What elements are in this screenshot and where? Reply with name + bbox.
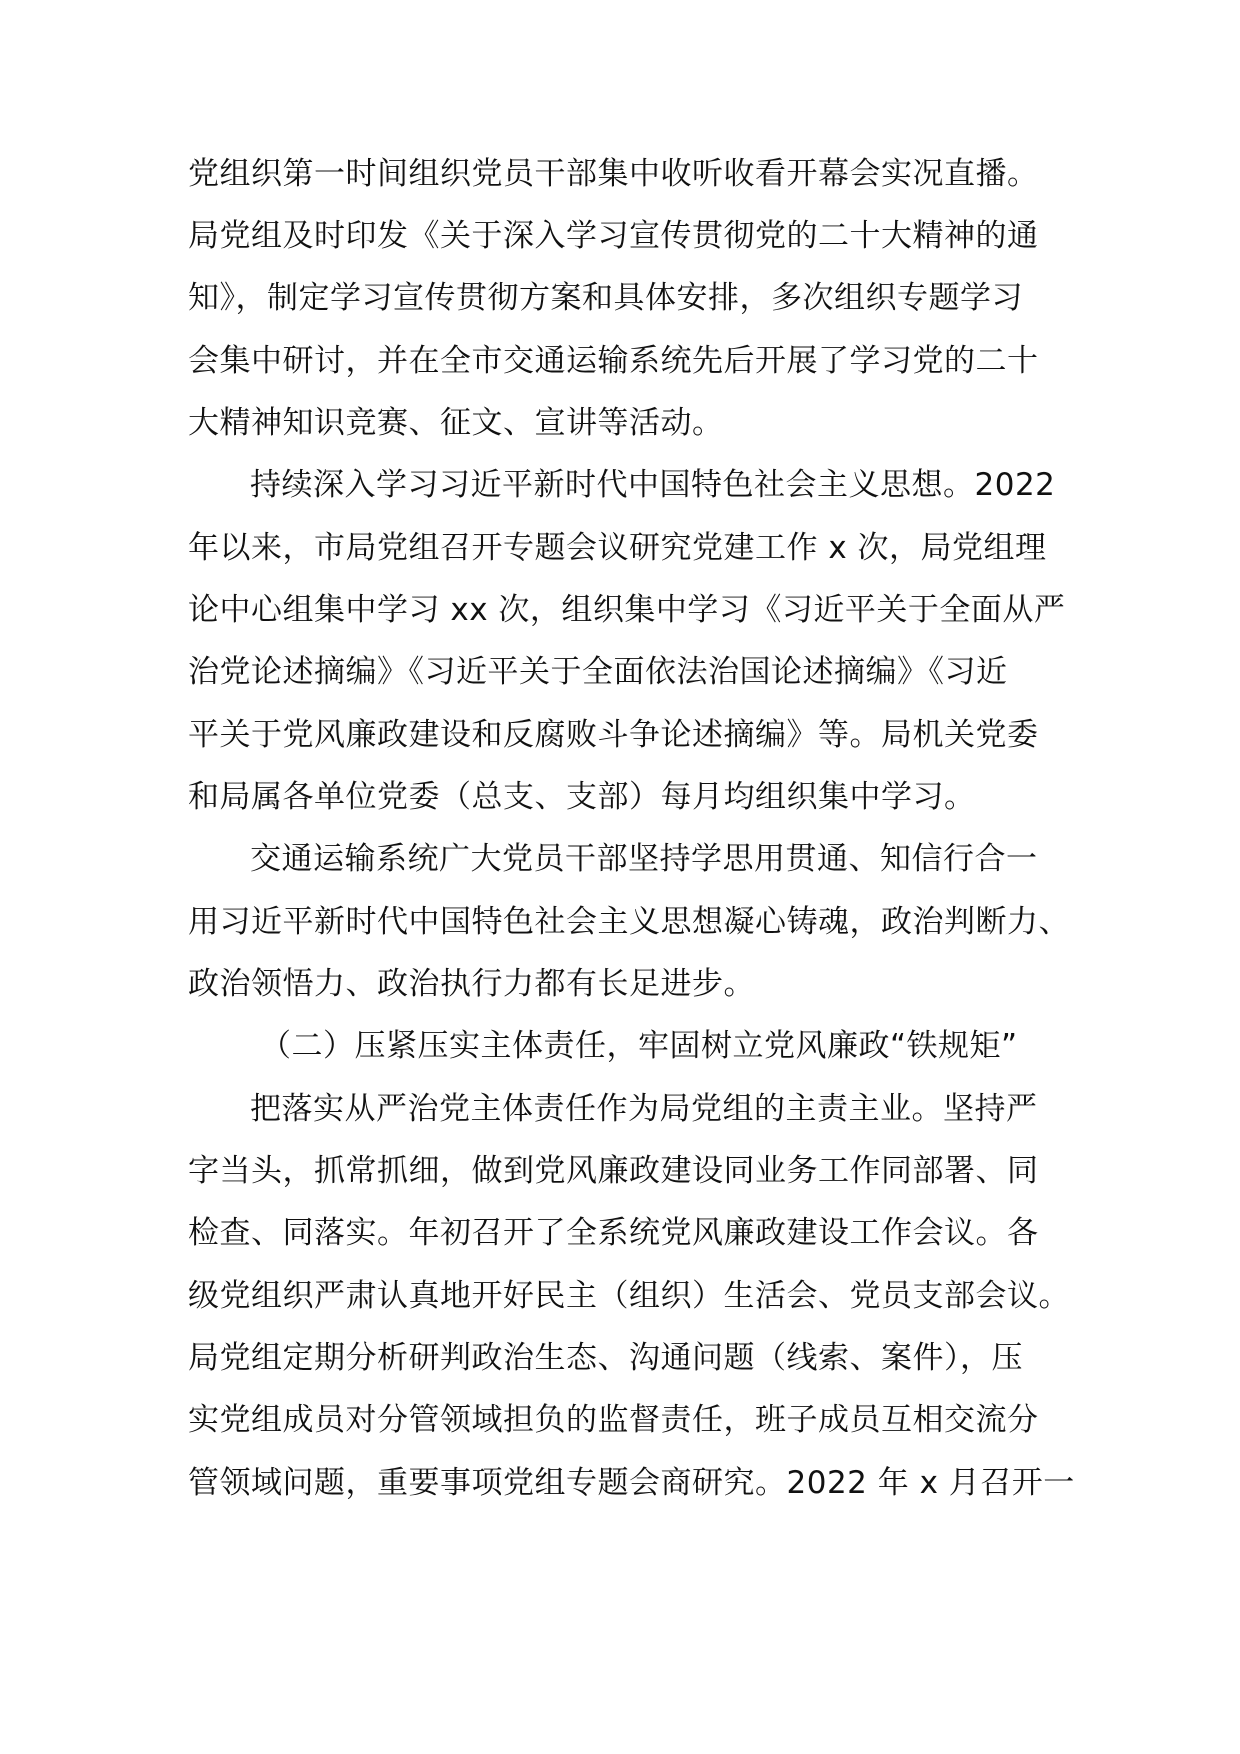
paragraph-start: 把落实从严治党主体责任作为局党组的主责主业。坚持严: [250, 1091, 1038, 1127]
text-line: 会集中研讨，并在全市交通运输系统先后开展了学习党的二十: [188, 343, 1039, 379]
paragraph-start: 交通运输系统广大党员干部坚持学思用贯通、知信行合一: [250, 841, 1038, 877]
text-line: 知》，制定学习宣传贯彻方案和具体安排，多次组织专题学习: [188, 280, 1023, 316]
text-line: 平关于党风廉政建设和反腐败斗争论述摘编》等。局机关党委: [188, 717, 1039, 753]
text-line: 级党组织严肃认真地开好民主（组织）生活会、党员支部会议。: [188, 1278, 1070, 1314]
text-line: 年以来，市局党组召开专题会议研究党建工作 x 次，局党组理: [188, 530, 1047, 566]
section-heading: （二）压紧压实主体责任，牢固树立党风廉政“铁规矩”: [260, 1028, 1018, 1064]
text-line: 实党组成员对分管领域担负的监督责任，班子成员互相交流分: [188, 1402, 1039, 1438]
text-line: 用习近平新时代中国特色社会主义思想凝心铸魂，政治判断力、: [188, 904, 1070, 940]
text-line: 局党组定期分析研判政治生态、沟通问题（线索、案件），压: [188, 1340, 1023, 1376]
text-line: 治党论述摘编》《习近平关于全面依法治国论述摘编》《习近: [188, 654, 1008, 690]
text-line: 检查、同落实。年初召开了全系统党风廉政建设工作会议。各: [188, 1215, 1039, 1251]
text-line: 政治领悟力、政治执行力都有长足进步。: [188, 966, 755, 1002]
text-line: 大精神知识竞赛、征文、宣讲等活动。: [188, 405, 724, 441]
text-line: 字当头，抓常抓细，做到党风廉政建设同业务工作同部署、同: [188, 1153, 1039, 1189]
paragraph-start: 持续深入学习习近平新时代中国特色社会主义思想。2022: [250, 467, 1056, 503]
text-line: 论中心组集中学习 xx 次，组织集中学习《习近平关于全面从严: [188, 592, 1066, 628]
text-line: 局党组及时印发《关于深入学习宣传贯彻党的二十大精神的通: [188, 218, 1039, 254]
text-line: 和局属各单位党委（总支、支部）每月均组织集中学习。: [188, 779, 976, 815]
text-line: 党组织第一时间组织党员干部集中收听收看开幕会实况直播。: [188, 156, 1039, 192]
text-line: 管领域问题，重要事项党组专题会商研究。2022 年 x 月召开一: [188, 1465, 1075, 1501]
